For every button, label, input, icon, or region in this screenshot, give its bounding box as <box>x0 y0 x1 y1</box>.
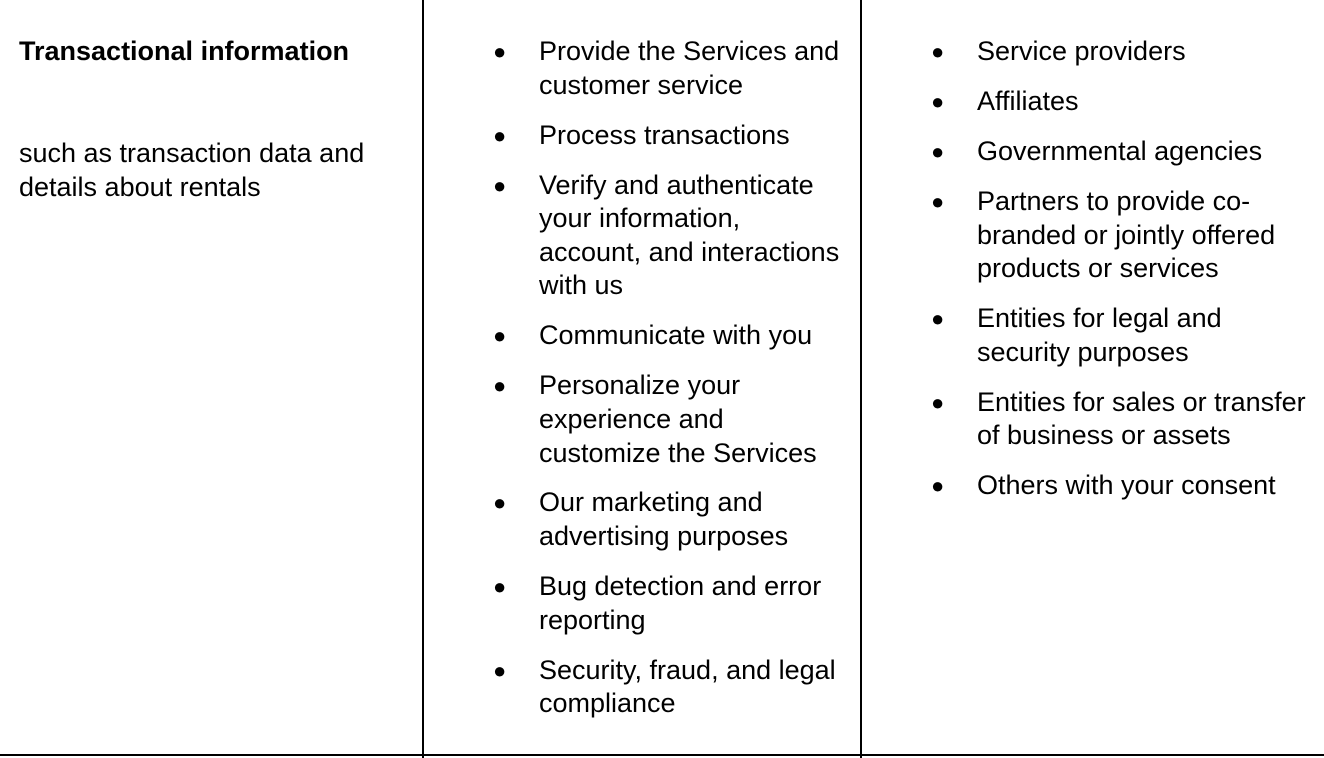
bullet-icon: ● <box>493 39 507 64</box>
bullet-icon: ● <box>931 88 945 114</box>
column-divider <box>422 0 424 758</box>
bullet-icon: ● <box>931 389 945 415</box>
bullet-icon: ● <box>931 138 945 164</box>
bullet-icon: ● <box>493 172 507 198</box>
bullet-icon: ● <box>493 490 507 516</box>
list-item: ● Entities for sales or transfer of business or assets <box>931 386 1306 451</box>
list-item: ● Service providers <box>931 35 1311 69</box>
list-item: ● Others with your consent <box>931 469 1311 503</box>
list-item: ● Provide the Services and customer service <box>493 36 840 100</box>
list-item: ● Security, fraud, and legal compliance <box>493 654 836 719</box>
category-description: such as transaction data and details about rentals <box>19 138 365 202</box>
list-item: ● Personalize your experience and customize the Services <box>493 370 817 468</box>
bullet-icon: ● <box>493 122 507 148</box>
bullet-icon: ● <box>493 657 507 683</box>
list-item: ● Verify and authenticate your information, account, and interactions with us <box>493 169 840 301</box>
row-bottom-border <box>0 754 1324 756</box>
list-item: ● Entities for legal and security purposes <box>931 303 1222 367</box>
bullet-icon: ● <box>931 473 945 499</box>
recipients-list <box>931 35 1311 519</box>
category-title: Transactional information <box>19 36 350 66</box>
list-item: ● Affiliates <box>931 85 1311 119</box>
list-item: ● Communicate with you <box>493 319 848 353</box>
list-item: ● Bug detection and error reporting <box>493 571 822 635</box>
column-divider <box>860 0 862 758</box>
list-item: ● Process transactions <box>493 119 848 153</box>
list-item: ● Partners to provide co-branded or jointly offered products or services <box>931 185 1276 284</box>
bullet-icon: ● <box>493 574 507 600</box>
bullet-icon: ● <box>931 306 945 332</box>
bullet-icon: ● <box>931 39 945 64</box>
bullet-icon: ● <box>493 323 507 349</box>
purposes-list <box>493 35 848 737</box>
bullet-icon: ● <box>493 373 507 399</box>
list-item: ● Our marketing and advertising purposes <box>493 487 789 552</box>
bullet-icon: ● <box>931 188 945 214</box>
list-item: ● Governmental agencies <box>931 135 1311 169</box>
